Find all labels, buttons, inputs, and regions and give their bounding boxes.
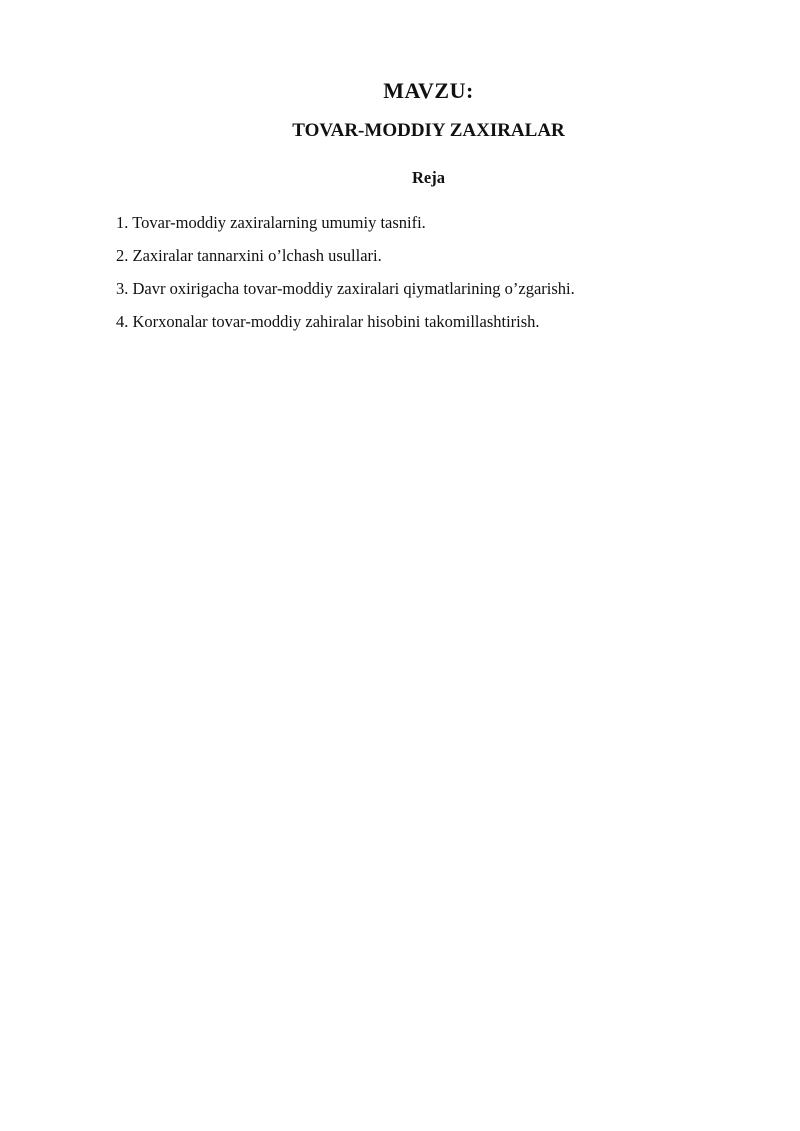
plan-item: 2. Zaxiralar tannarxini o’lchash usullari.: [116, 246, 382, 265]
plan-item: 4. Korxonalar tovar-moddiy zahiralar hisobini takomillashtirish.: [116, 312, 540, 331]
document-topic: TOVAR-MODDIY ZAXIRALAR: [292, 120, 565, 141]
plan-title: Reja: [412, 168, 445, 187]
plan-item: 3. Davr oxirigacha tovar-moddiy zaxiralari qiymatlarining o’zgarishi.: [116, 279, 575, 298]
plan-list: [116, 206, 575, 338]
document-heading: MAVZU:: [383, 78, 474, 103]
plan-item: 1. Tovar-moddiy zaxiralarning umumiy tasnifi.: [116, 213, 426, 232]
